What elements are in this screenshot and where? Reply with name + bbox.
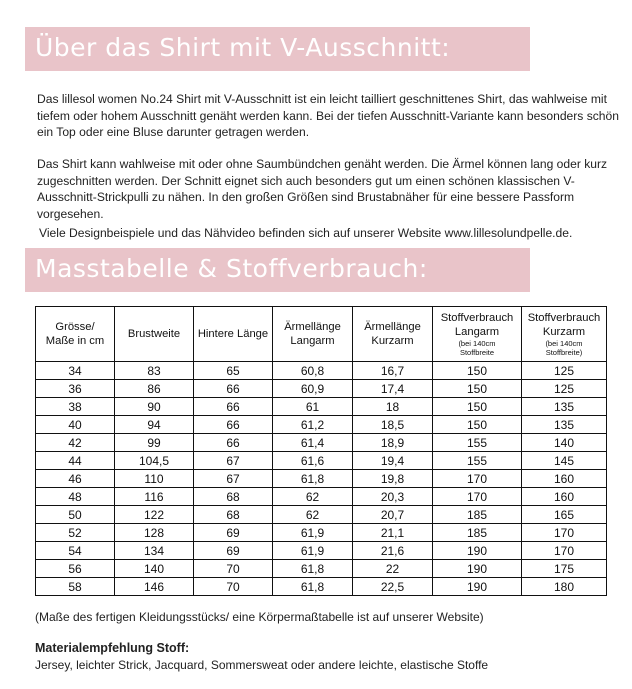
table-cell: 60,9 [273,380,353,398]
table-cell: 146 [115,578,194,596]
table-cell: 165 [522,506,607,524]
table-cell: 68 [194,506,273,524]
table-cell: 61,2 [273,416,353,434]
table-body [36,362,607,596]
table-cell: 175 [522,560,607,578]
table-cell: 54 [36,542,115,560]
table-cell: 99 [115,434,194,452]
table-cell: 150 [433,380,522,398]
table-cell: 52 [36,524,115,542]
table-row [36,434,607,452]
table-row [36,524,607,542]
table-cell: 62 [273,506,353,524]
table-cell: 22 [353,560,433,578]
table-cell: 155 [433,434,522,452]
table-cell: 19,8 [353,470,433,488]
table-cell: 61,9 [273,542,353,560]
section-title-about: Über das Shirt mit V-Ausschnitt: [35,33,451,62]
table-cell: 170 [522,524,607,542]
table-header-row [36,307,607,362]
table-cell: 58 [36,578,115,596]
table-cell: 140 [115,560,194,578]
table-cell: 69 [194,542,273,560]
table-cell: 21,6 [353,542,433,560]
table-row [36,452,607,470]
header-size: Grösse/ Maße in cm [36,307,115,362]
table-cell: 180 [522,578,607,596]
table-row [36,416,607,434]
website-paragraph: Viele Designbeispiele und das Nähvideo befinden sich auf unserer Website www.lillesolundpelle.de. [39,226,573,240]
table-cell: 69 [194,524,273,542]
table-row [36,398,607,416]
table-cell: 42 [36,434,115,452]
header-stoff-langarm: Stoffverbrauch Langarm (bei 140cm Stoffbreite [433,307,522,362]
table-cell: 61 [273,398,353,416]
table-cell: 90 [115,398,194,416]
table-cell: 116 [115,488,194,506]
table-row [36,560,607,578]
table-cell: 56 [36,560,115,578]
section-banner-measures [25,248,530,292]
table-row [36,506,607,524]
table-cell: 61,9 [273,524,353,542]
table-cell: 61,6 [273,452,353,470]
measurement-note: (Maße des fertigen Kleidungsstücks/ eine Körpermaßtabelle ist auf unserer Website) [35,610,484,624]
table-cell: 50 [36,506,115,524]
table-cell: 83 [115,362,194,380]
table-cell: 61,4 [273,434,353,452]
table-cell: 18,9 [353,434,433,452]
table-cell: 94 [115,416,194,434]
table-cell: 16,7 [353,362,433,380]
table-row [36,470,607,488]
table-cell: 160 [522,470,607,488]
table-cell: 155 [433,452,522,470]
table-cell: 65 [194,362,273,380]
header-brustweite: Brustweite [115,307,194,362]
table-row [36,380,607,398]
table-cell: 66 [194,434,273,452]
table-cell: 134 [115,542,194,560]
table-cell: 170 [433,488,522,506]
table-cell: 61,8 [273,470,353,488]
table-cell: 44 [36,452,115,470]
material-text: Jersey, leichter Strick, Jacquard, Sommersweat oder andere leichte, elastische Stoffe [35,658,489,672]
header-stoff-kurzarm: Stoffverbrauch Kurzarm (bei 140cm Stoffbreite) [522,307,607,362]
table-cell: 66 [194,380,273,398]
table-row [36,488,607,506]
table-row [36,542,607,560]
table-cell: 61,8 [273,578,353,596]
table-cell: 18 [353,398,433,416]
table-cell: 190 [433,542,522,560]
table-cell: 185 [433,506,522,524]
measurement-table [35,306,607,596]
table-cell: 67 [194,470,273,488]
table-cell: 170 [433,470,522,488]
table-cell: 66 [194,416,273,434]
table-cell: 40 [36,416,115,434]
table-cell: 104,5 [115,452,194,470]
table-cell: 70 [194,560,273,578]
intro-paragraph: Das lillesol women No.24 Shirt mit V-Ausschnitt ist ein leicht tailliert geschnittenes Shirt, das wahlweise mit tiefem oder hohem Ausschnitt genäht werden kann. Bei der tiefen Ausschnitt-Variante kann besonders schön ein Top oder eine Bluse darunter getragen werden. [37,92,619,139]
table-cell: 170 [522,542,607,560]
table-cell: 125 [522,362,607,380]
table-cell: 135 [522,398,607,416]
table-cell: 145 [522,452,607,470]
table-cell: 18,5 [353,416,433,434]
table-cell: 125 [522,380,607,398]
table-row [36,362,607,380]
section-title-measures: Masstabelle & Stoffverbrauch: [35,254,428,283]
table-cell: 150 [433,416,522,434]
table-cell: 61,8 [273,560,353,578]
table-cell: 20,7 [353,506,433,524]
table-cell: 66 [194,398,273,416]
table-cell: 140 [522,434,607,452]
table-cell: 21,1 [353,524,433,542]
table-cell: 70 [194,578,273,596]
table-cell: 110 [115,470,194,488]
table-cell: 86 [115,380,194,398]
table-cell: 22,5 [353,578,433,596]
header-hintere-laenge: Hintere Länge [194,307,273,362]
table-cell: 62 [273,488,353,506]
table-row [36,578,607,596]
table-cell: 190 [433,578,522,596]
table-cell: 67 [194,452,273,470]
table-cell: 68 [194,488,273,506]
table-cell: 60,8 [273,362,353,380]
table-cell: 20,3 [353,488,433,506]
table-cell: 36 [36,380,115,398]
table-cell: 34 [36,362,115,380]
table-cell: 38 [36,398,115,416]
table-cell: 19,4 [353,452,433,470]
table-cell: 48 [36,488,115,506]
table-cell: 160 [522,488,607,506]
table-cell: 122 [115,506,194,524]
header-aermel-langarm: Ärmellänge Langarm [273,307,353,362]
table-cell: 185 [433,524,522,542]
table-cell: 128 [115,524,194,542]
table-cell: 150 [433,398,522,416]
table-cell: 46 [36,470,115,488]
header-aermel-kurzarm: Ärmellänge Kurzarm [353,307,433,362]
table-cell: 135 [522,416,607,434]
table-cell: 17,4 [353,380,433,398]
details-paragraph: Das Shirt kann wahlweise mit oder ohne Saumbündchen genäht werden. Die Ärmel können lang oder kurz zugeschnitten werden. Der Schnitt eignet sich auch besonders gut um einen schönen klassischen V-Ausschnitt-Strickpulli zu nähen. In den großen Größen sind Brustabnäher für eine bessere Passform vorgesehen. [37,157,608,221]
material-title: Materialempfehlung Stoff: [35,641,190,655]
table-cell: 150 [433,362,522,380]
section-banner-about [25,27,530,71]
table-cell: 190 [433,560,522,578]
